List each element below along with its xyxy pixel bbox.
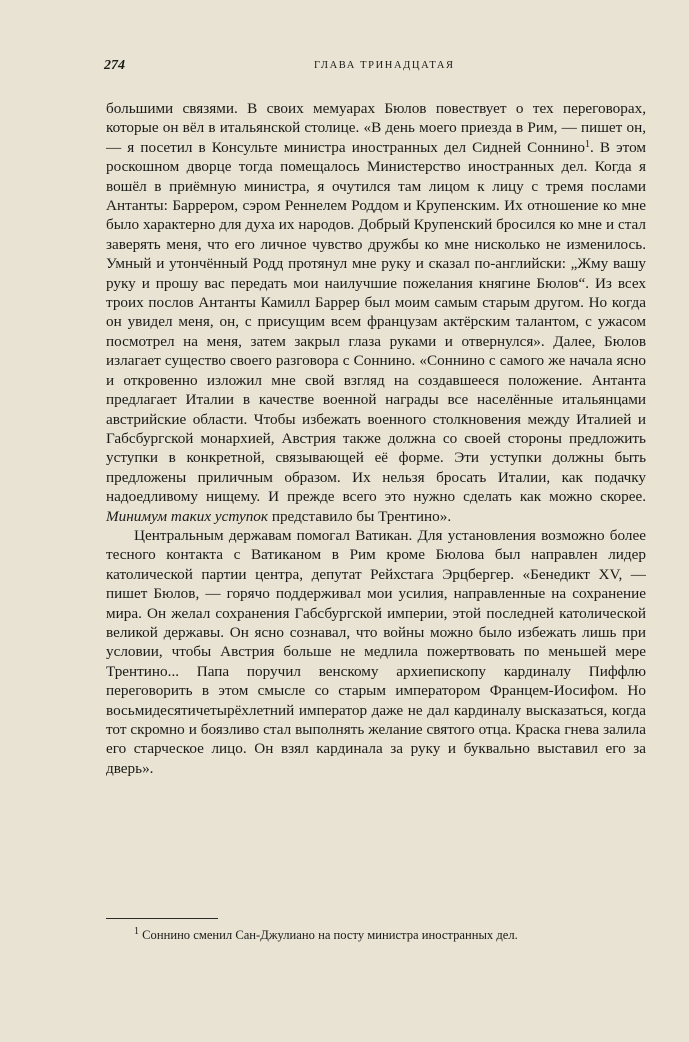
- running-head: [104, 58, 644, 78]
- paragraph-1-part-b: . В этом роскошном дворце тогда помещалось Министерство иностранных дел. Когда я вошёл в приёмную министра, я очутился там лицом к лицу с тремя послами Антанты: Баррером, сэром Реннелем Роддом и Крупенским. Их отношение ко мне было характерно для духа их народов. Добрый Крупенский бросился ко мне и стал заверять меня, что его личное чувство дружбы ко мне нисколько не изменилось. Умный и утончённый Родд протянул мне руку и сказал по-английски: „Жму вашу руку и прошу вас передать мои наилучшие пожелания княгине Бюлов“. Из всех троих послов Антанты Камилл Баррер был моим самым старым другом. Но когда он увидел меня, он, с присущим всем французам актёрским талантом, с ужасом посмотрел на меня, затем закрыл глаза руками и отвернулся». Далее, Бюлов излагает существо своего разговора с Соннино. «Соннино с самого же начала ясно и откровенно изложил мне свой взгляд на создавшееся положение. Антанта предлагает Италии в качестве военной награды все населённые итальянцами австрийские области. Чтобы избежать военного столкновения между Италией и Габсбургской монархией, Австрия также должна со своей стороны предложить уступки в конкретной, связывающей её форме. Эти уступки должны быть предложены приличным образом. Их нельзя бросать Италии, как подачку надоедливому нищему. И прежде всего это нужно сделать как можно скорее.: [106, 138, 646, 506]
- footnote-reference: 1: [585, 138, 591, 150]
- page-number: 274: [104, 58, 125, 73]
- paragraph-1-part-c: представило бы Трентино».: [268, 507, 452, 525]
- paragraph-1-emphasis: Минимум таких уступок: [106, 507, 269, 525]
- chapter-title: ГЛАВА ТРИНАДЦАТАЯ: [314, 60, 455, 71]
- footnote-text: Соннино сменил Сан-Джулиано на посту министра иностранных дел.: [142, 928, 518, 942]
- main-text: [106, 99, 646, 778]
- footnote: [106, 927, 646, 943]
- paragraph-2: Центральным державам помогал Ватикан. Для установления возможно более тесного контакта с Ватиканом в Рим кроме Бюлова был направлен лидер католической партии центра, депутат Рейхстага Эрцбергер. «Бенедикт XV, — пишет Бюлов, — горячо поддерживал мои усилия, направленные на сохранение мира. Он желал сохранения Габсбургской империи, этой последней католической великой державы. Он ясно сознавал, что войны можно было избежать лишь при условии, чтобы Австрия больше не медлила пожертвовать по меньшей мере Трентино... Папа поручил венскому архиепископу кардиналу Пиффлю переговорить в этом смысле со старым императором Францем-Иосифом. Но восьмидесятичетырёхлетний император даже не дал кардиналу высказаться, когда тот скромно и боязливо стал выполнять желание святого отца. Краска гнева залила его старческое лицо. Он взял кардинала за руку и буквально выставил его за дверь».: [106, 526, 646, 777]
- paragraph-1-part-a: большими связями. В своих мемуарах Бюлов повествует о тех переговорах, которые он вёл в итальянской столице. «В день моего приезда в Рим, — пишет он, — я посетил в Консульте министра иностранных дел Сидней Соннино: [106, 100, 646, 156]
- footnote-divider: [106, 918, 218, 919]
- footnote-mark: 1: [134, 926, 139, 937]
- paragraph-1: [106, 99, 646, 526]
